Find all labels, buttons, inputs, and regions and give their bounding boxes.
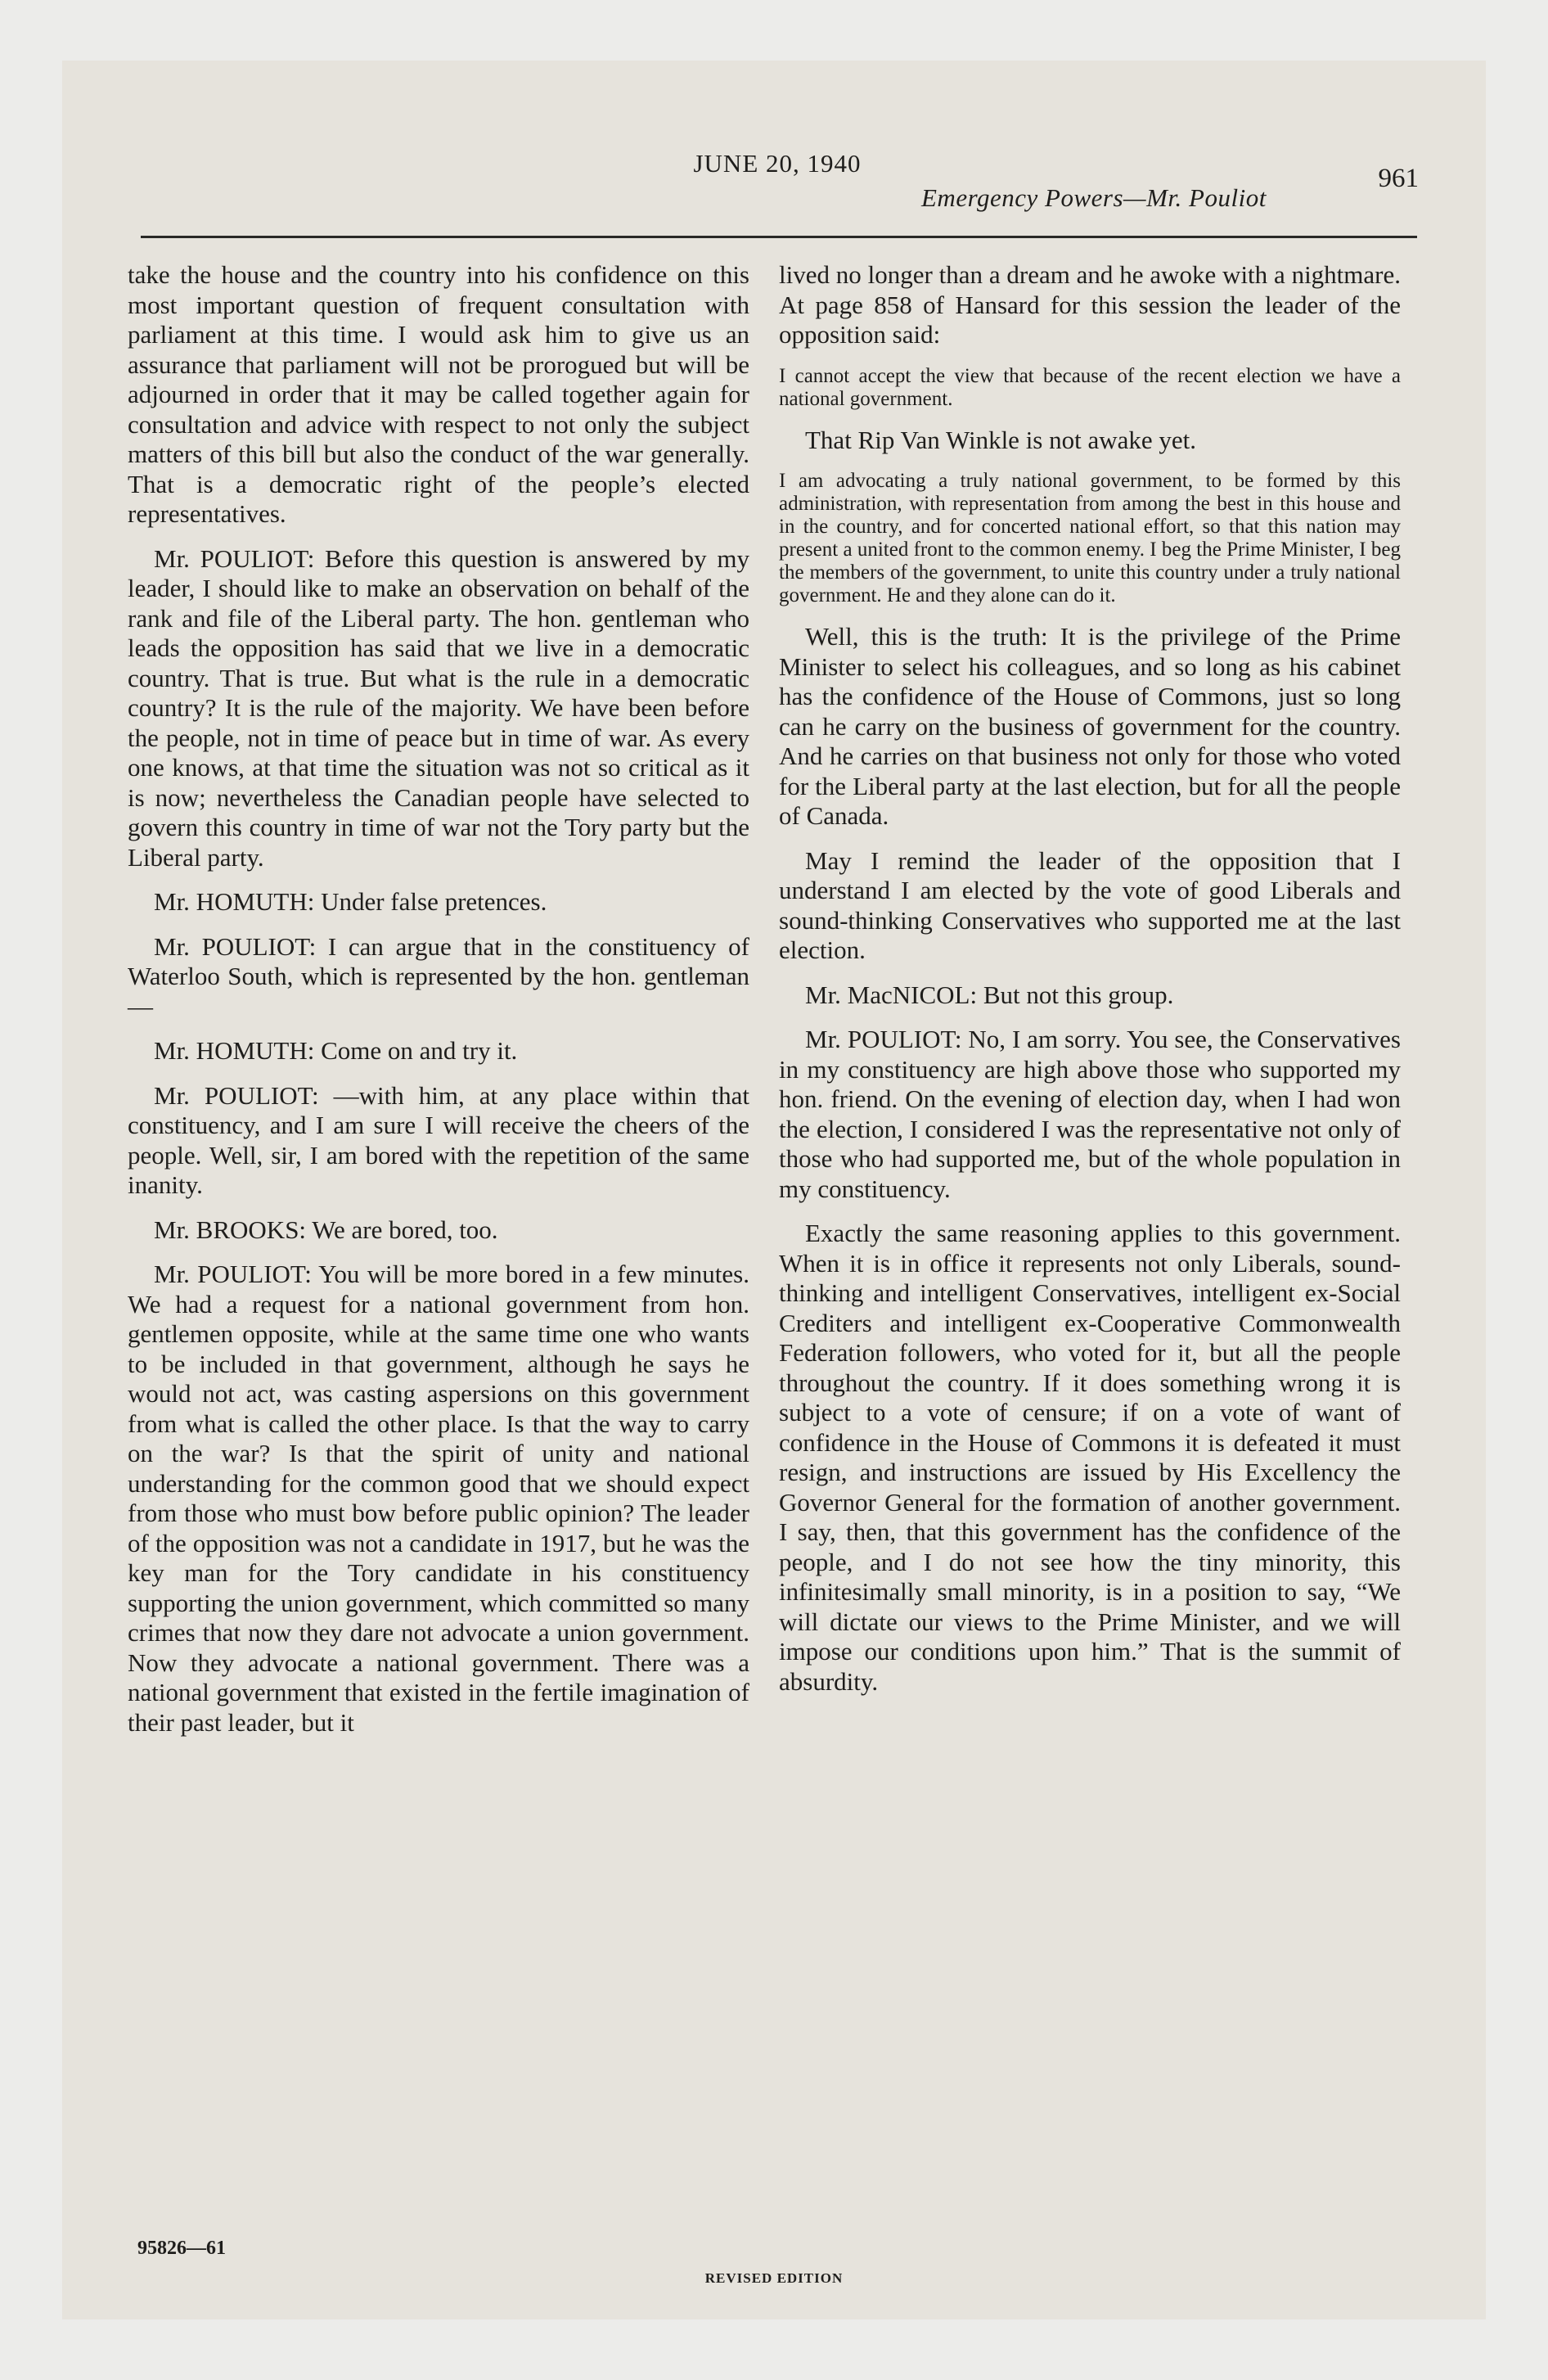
- paragraph: Mr. HOMUTH: Under false pretences.: [154, 887, 547, 916]
- paragraph: lived no longer than a dream and he awoke with a nightmare. At page 858 of Hansard for this session the leader of the opposition said:: [779, 260, 1401, 349]
- document-page: [62, 61, 1486, 2319]
- block-quote: I am advocating a truly national government, to be formed by this administration, with representation from among the best in this house and in the country, and for concerted national effort, so that this nation may present a united front to the common enemy. I beg the Prime Minister, I beg the members of the government, to unite this country under a truly national government. He and they alone can do it.: [779, 470, 1401, 606]
- left-column: [128, 260, 749, 1752]
- running-head: Emergency Powers—Mr. Pouliot: [921, 183, 1267, 212]
- right-column: [779, 260, 1401, 1711]
- block-quote: I cannot accept the view that because of the recent election we have a national government.: [779, 364, 1401, 410]
- paragraph: Mr. BROOKS: We are bored, too.: [154, 1215, 498, 1244]
- paragraph: Exactly the same reasoning applies to this government. When it is in office it represents not only Liberals, sound-thinking and intelligent Conservatives, intelligent ex-Social Crediters and intelligent ex-Cooperative Commonwealth Federation followers, who voted for it, but all the people throughout the country. If it does something wrong it is subject to a vote of censure; if on a vote of want of confidence in the House of Commons it is defeated it must resign, and instructions are issued by His Excellency the Governor General for the formation of another government. I say, then, that this government has the confidence of the people, and I do not see how the tiny minority, this infinitesimally small minority, is in a position to say, “We will dictate our views to the Prime Minister, and we will impose our conditions upon him.” That is the summit of absurdity.: [779, 1219, 1401, 1696]
- paragraph: Mr. POULIOT: No, I am sorry. You see, the Conservatives in my constituency are high above those who supported my hon. friend. On the evening of election day, when I had won the election, I considered I was the representative not only of those who had supported me, but of the whole population in my constituency.: [779, 1025, 1401, 1203]
- print-code: 95826—61: [137, 2238, 226, 2259]
- header-date: JUNE 20, 1940: [693, 149, 862, 178]
- page-header: [136, 149, 1419, 247]
- paragraph: Well, this is the truth: It is the privilege of the Prime Minister to select his colleagues, and so long as his cabinet has the confidence of the House of Commons, just so long can he carry on the business of government for the country. And he carries on that business not only for those who voted for the Liberal party at the last election, but for all the people of Canada.: [779, 622, 1401, 830]
- header-rule: [141, 236, 1417, 238]
- paragraph: Mr. POULIOT: You will be more bored in a few minutes. We had a request for a national government from hon. gentlemen opposite, while at the same time one who wants to be included in that government, although he says he would not act, was casting aspersions on this government from what is called the other place. Is that the way to carry on the war? Is that the spirit of unity and national understanding for the common good that we should expect from those who must bow before public opinion? The leader of the opposition was not a candidate in 1917, but he was the key man for the Tory candidate in his constituency supporting the union government, which committed so many crimes that now they dare not advocate a union government. Now they advocate a national government. There was a national government that existed in the fertile imagination of their past leader, but it: [128, 1260, 749, 1737]
- edition-label: REVISED EDITION: [704, 2270, 844, 2286]
- paragraph: Mr. POULIOT: I can argue that in the constituency of Waterloo South, which is represented by the hon. gentleman—: [128, 931, 749, 1021]
- paragraph: take the house and the country into his confidence on this most important question of frequent consultation with parliament at this time. I would ask him to give us an assurance that parliament will not be prorogued but will be adjourned in order that it may be called together again for consultation and advice with respect to not only the subject matters of this bill but also the conduct of the war generally. That is a democratic right of the people’s elected representatives.: [128, 260, 749, 528]
- paragraph: May I remind the leader of the opposition that I understand I am elected by the vote of good Liberals and sound-thinking Conservatives who supported me at the last election.: [779, 845, 1401, 964]
- paragraph: That Rip Van Winkle is not awake yet.: [805, 425, 1197, 454]
- paragraph: Mr. HOMUTH: Come on and try it.: [154, 1036, 518, 1065]
- paragraph: Mr. POULIOT: Before this question is answered by my leader, I should like to make an observation on behalf of the rank and file of the Liberal party. The hon. gentleman who leads the opposition has said that we live in a democratic country. That is true. But what is the rule in a democratic country? It is the rule of the majority. We have been before the people, not in time of peace but in time of war. As every one knows, at that time the situation was not so critical as it is now; nevertheless the Canadian people have selected to govern this country in time of war not the Tory party but the Liberal party.: [128, 543, 749, 872]
- page-number: 961: [1378, 164, 1419, 193]
- paragraph: Mr. MacNICOL: But not this group.: [805, 980, 1174, 1009]
- paragraph: Mr. POULIOT: —with him, at any place within that constituency, and I am sure I will receive the cheers of the people. Well, sir, I am bored with the repetition of the same inanity.: [128, 1080, 749, 1199]
